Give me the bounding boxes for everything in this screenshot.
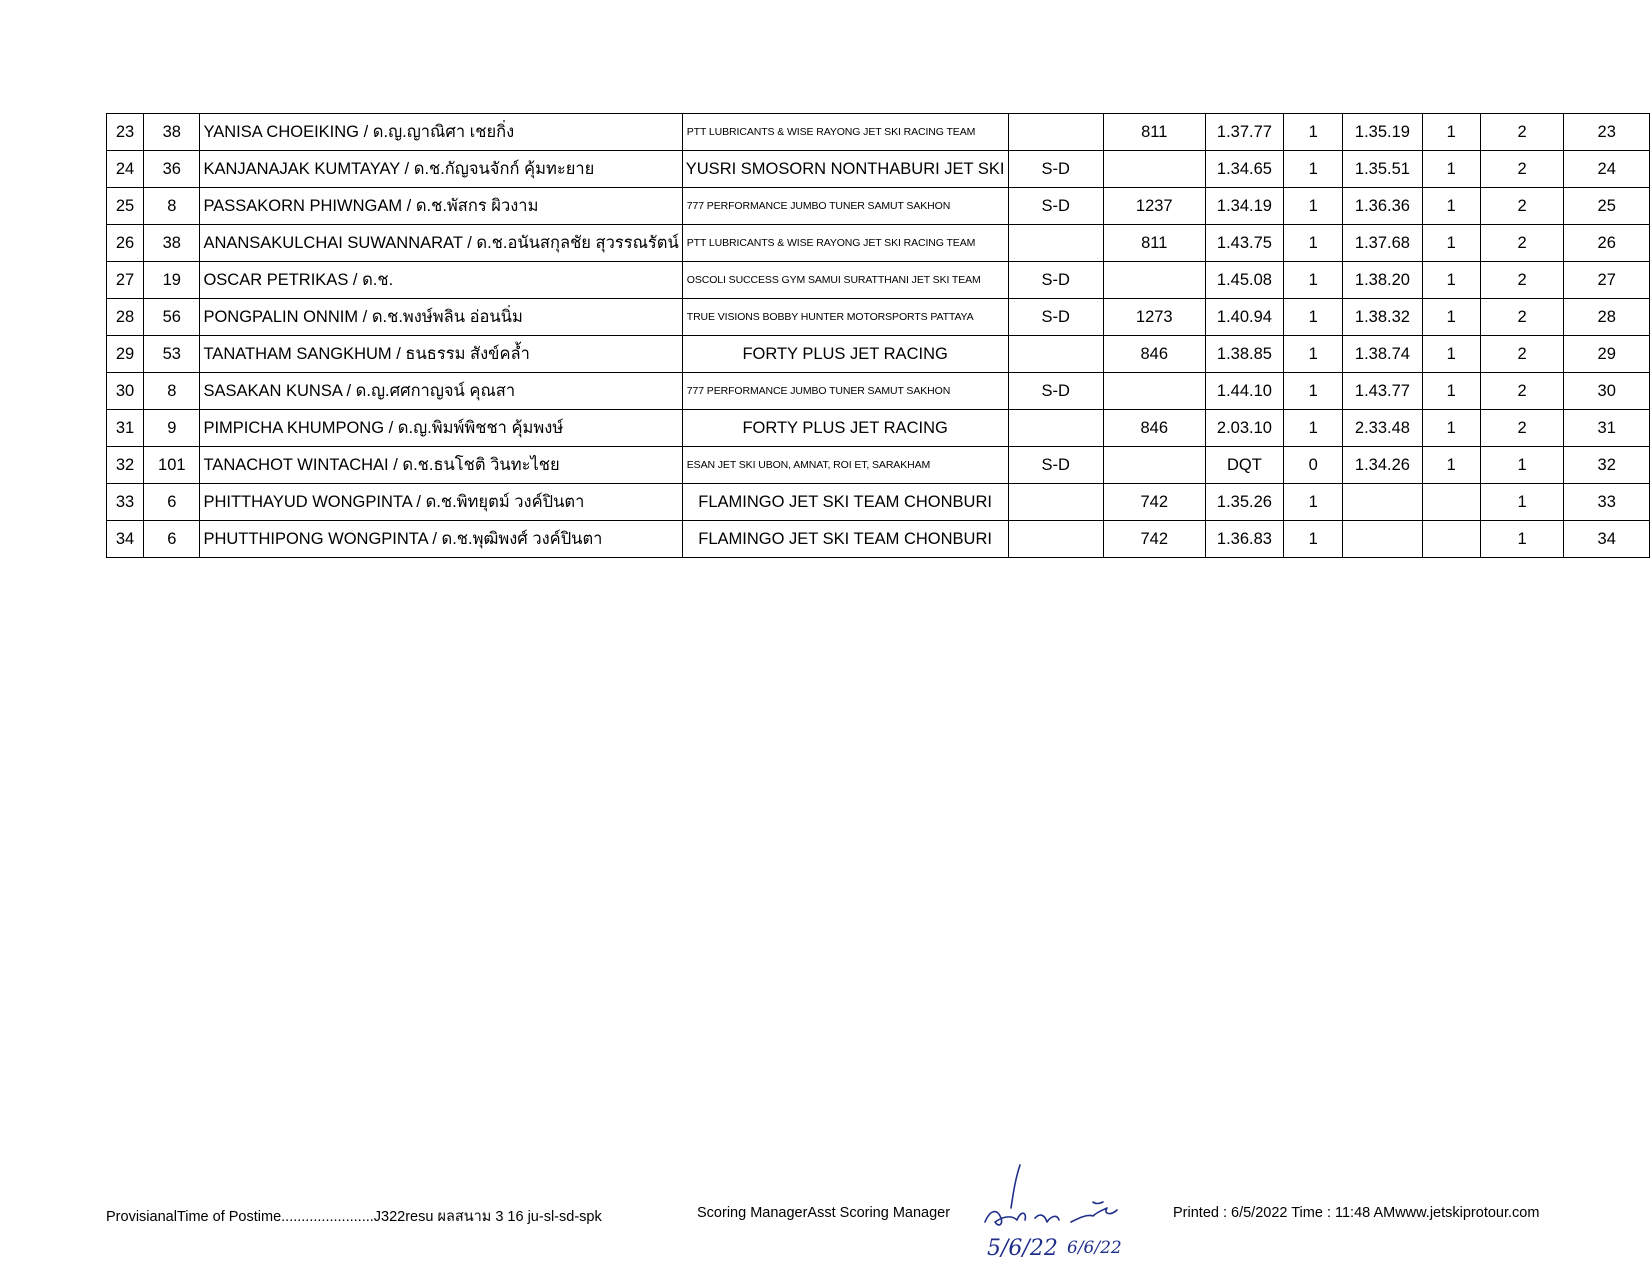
table-row [107, 336, 1650, 373]
cell-rider-number: 6 [144, 484, 200, 521]
cell-moto2-result: 1 [1422, 225, 1480, 262]
cell-total: 2 [1480, 188, 1564, 225]
cell-class: S-D [1008, 373, 1103, 410]
cell-class: S-D [1008, 151, 1103, 188]
cell-position: 31 [107, 410, 144, 447]
table-row [107, 521, 1650, 558]
cell-final-position: 29 [1564, 336, 1650, 373]
cell-rider-number: 36 [144, 151, 200, 188]
cell-team: YUSRI SMOSORN NONTHABURI JET SKI [682, 151, 1008, 188]
cell-rider-number: 8 [144, 188, 200, 225]
cell-moto2-time: 1.36.36 [1343, 188, 1423, 225]
cell-rider-number: 53 [144, 336, 200, 373]
cell-moto1-result: 0 [1284, 447, 1343, 484]
cell-moto1-result: 1 [1284, 521, 1343, 558]
cell-moto1-result: 1 [1284, 225, 1343, 262]
cell-moto2-time: 1.38.20 [1343, 262, 1423, 299]
cell-total: 2 [1480, 225, 1564, 262]
table-row [107, 373, 1650, 410]
cell-final-position: 31 [1564, 410, 1650, 447]
cell-team: PTT LUBRICANTS & WISE RAYONG JET SKI RACING TEAM [682, 114, 1008, 151]
cell-rider-name: PHUTTHIPONG WONGPINTA / ด.ช.พุฒิพงศ์ วงค์ปินตา [200, 521, 682, 558]
cell-moto2-result: 1 [1422, 336, 1480, 373]
cell-moto1-result: 1 [1284, 114, 1343, 151]
cell-total: 1 [1480, 447, 1564, 484]
cell-license-number [1103, 447, 1205, 484]
results-table [106, 113, 1650, 558]
signature-date-right: 6/6/22 [1067, 1238, 1122, 1258]
cell-position: 27 [107, 262, 144, 299]
cell-rider-name: PIMPICHA KHUMPONG / ด.ญ.พิมพ์พิชชา คุ้มพงษ์ [200, 410, 682, 447]
cell-moto1-result: 1 [1284, 151, 1343, 188]
cell-moto1-time: DQT [1205, 447, 1284, 484]
cell-class [1008, 114, 1103, 151]
cell-rider-number: 6 [144, 521, 200, 558]
cell-final-position: 30 [1564, 373, 1650, 410]
footer-printed-info: Printed : 6/5/2022 Time : 11:48 AMwww.jetskiprotour.com [1173, 1205, 1540, 1221]
cell-moto1-result: 1 [1284, 188, 1343, 225]
cell-rider-name: KANJANAJAK KUMTAYAY / ด.ช.กัญจนจักก์ คุ้มทะยาย [200, 151, 682, 188]
cell-license-number: 1237 [1103, 188, 1205, 225]
cell-rider-name: TANATHAM SANGKHUM / ธนธรรม สังข์คล้ำ [200, 336, 682, 373]
cell-moto1-time: 1.43.75 [1205, 225, 1284, 262]
table-row [107, 447, 1650, 484]
cell-moto2-time: 1.34.26 [1343, 447, 1423, 484]
cell-total: 2 [1480, 410, 1564, 447]
cell-team: FLAMINGO JET SKI TEAM CHONBURI [682, 521, 1008, 558]
cell-final-position: 28 [1564, 299, 1650, 336]
cell-team: FORTY PLUS JET RACING [682, 336, 1008, 373]
table-row [107, 188, 1650, 225]
cell-license-number: 1273 [1103, 299, 1205, 336]
cell-license-number: 742 [1103, 484, 1205, 521]
cell-total: 2 [1480, 151, 1564, 188]
cell-moto1-time: 1.34.65 [1205, 151, 1284, 188]
cell-class [1008, 410, 1103, 447]
cell-class: S-D [1008, 447, 1103, 484]
cell-moto1-time: 1.36.83 [1205, 521, 1284, 558]
cell-position: 29 [107, 336, 144, 373]
cell-moto1-time: 1.35.26 [1205, 484, 1284, 521]
cell-final-position: 32 [1564, 447, 1650, 484]
cell-rider-name: PHITTHAYUD WONGPINTA / ด.ช.พิทยุตม์ วงค์ปินตา [200, 484, 682, 521]
table-row [107, 299, 1650, 336]
cell-class [1008, 521, 1103, 558]
cell-final-position: 34 [1564, 521, 1650, 558]
cell-moto1-time: 2.03.10 [1205, 410, 1284, 447]
cell-rider-name: TANACHOT WINTACHAI / ด.ช.ธนโชติ วินทะไชย [200, 447, 682, 484]
cell-total: 2 [1480, 299, 1564, 336]
cell-team: OSCOLI SUCCESS GYM SAMUI SURATTHANI JET SKI TEAM [682, 262, 1008, 299]
cell-position: 32 [107, 447, 144, 484]
cell-moto1-result: 1 [1284, 336, 1343, 373]
cell-moto2-time [1343, 484, 1423, 521]
cell-total: 1 [1480, 521, 1564, 558]
cell-moto2-result: 1 [1422, 299, 1480, 336]
cell-license-number: 811 [1103, 114, 1205, 151]
cell-final-position: 27 [1564, 262, 1650, 299]
cell-moto1-time: 1.34.19 [1205, 188, 1284, 225]
cell-moto2-result [1422, 484, 1480, 521]
cell-team: 777 PERFORMANCE JUMBO TUNER SAMUT SAKHON [682, 373, 1008, 410]
cell-total: 1 [1480, 484, 1564, 521]
cell-final-position: 26 [1564, 225, 1650, 262]
cell-class [1008, 484, 1103, 521]
cell-position: 34 [107, 521, 144, 558]
cell-team: FORTY PLUS JET RACING [682, 410, 1008, 447]
cell-rider-name: OSCAR PETRIKAS / ด.ช. [200, 262, 682, 299]
cell-moto2-result: 1 [1422, 188, 1480, 225]
cell-rider-number: 38 [144, 225, 200, 262]
cell-final-position: 23 [1564, 114, 1650, 151]
cell-total: 2 [1480, 114, 1564, 151]
cell-total: 2 [1480, 373, 1564, 410]
cell-position: 25 [107, 188, 144, 225]
table-row [107, 484, 1650, 521]
cell-team: FLAMINGO JET SKI TEAM CHONBURI [682, 484, 1008, 521]
cell-position: 33 [107, 484, 144, 521]
cell-moto2-result: 1 [1422, 410, 1480, 447]
cell-rider-name: YANISA CHOEIKING / ด.ญ.ญาณิศา เชยกิ่ง [200, 114, 682, 151]
cell-license-number: 811 [1103, 225, 1205, 262]
cell-total: 2 [1480, 262, 1564, 299]
cell-moto2-time: 1.35.51 [1343, 151, 1423, 188]
cell-license-number: 846 [1103, 410, 1205, 447]
cell-rider-name: PONGPALIN ONNIM / ด.ช.พงษ์พลิน อ่อนนิ่ม [200, 299, 682, 336]
cell-moto1-time: 1.45.08 [1205, 262, 1284, 299]
cell-rider-number: 9 [144, 410, 200, 447]
footer-scoring-managers: Scoring ManagerAsst Scoring Manager [697, 1205, 951, 1221]
signature-date-left: 5/6/22 [987, 1236, 1058, 1261]
cell-team: TRUE VISIONS BOBBY HUNTER MOTORSPORTS PATTAYA [682, 299, 1008, 336]
cell-rider-name: PASSAKORN PHIWNGAM / ด.ช.พัสกร ผิวงาม [200, 188, 682, 225]
cell-position: 28 [107, 299, 144, 336]
cell-team: ESAN JET SKI UBON, AMNAT, ROI ET, SARAKHAM [682, 447, 1008, 484]
cell-moto2-result [1422, 521, 1480, 558]
cell-moto2-time: 1.37.68 [1343, 225, 1423, 262]
cell-moto2-time: 1.43.77 [1343, 373, 1423, 410]
cell-moto1-result: 1 [1284, 262, 1343, 299]
cell-rider-name: ANANSAKULCHAI SUWANNARAT / ด.ช.อนันสกุลชัย สุวรรณรัตน์ [200, 225, 682, 262]
cell-rider-name: SASAKAN KUNSA / ด.ญ.ศศกาญจน์ คุณสา [200, 373, 682, 410]
cell-moto2-result: 1 [1422, 447, 1480, 484]
cell-moto2-time: 1.35.19 [1343, 114, 1423, 151]
cell-license-number [1103, 151, 1205, 188]
table-row [107, 262, 1650, 299]
cell-rider-number: 38 [144, 114, 200, 151]
cell-final-position: 25 [1564, 188, 1650, 225]
cell-team: PTT LUBRICANTS & WISE RAYONG JET SKI RACING TEAM [682, 225, 1008, 262]
results-table-body [107, 114, 1650, 558]
table-row [107, 410, 1650, 447]
table-row [107, 114, 1650, 151]
cell-moto2-result: 1 [1422, 373, 1480, 410]
cell-license-number: 846 [1103, 336, 1205, 373]
cell-rider-number: 101 [144, 447, 200, 484]
cell-moto1-time: 1.37.77 [1205, 114, 1284, 151]
cell-class: S-D [1008, 262, 1103, 299]
cell-class [1008, 336, 1103, 373]
cell-position: 24 [107, 151, 144, 188]
cell-moto2-time: 1.38.32 [1343, 299, 1423, 336]
cell-moto1-result: 1 [1284, 410, 1343, 447]
cell-final-position: 24 [1564, 151, 1650, 188]
cell-license-number [1103, 262, 1205, 299]
cell-moto2-time: 2.33.48 [1343, 410, 1423, 447]
cell-position: 30 [107, 373, 144, 410]
footer-file-info: ProvisianalTime of Postime.......................J322resu ผลสนาม 3 16 ju-sl-sd-spk [106, 1209, 602, 1225]
cell-moto2-result: 1 [1422, 262, 1480, 299]
cell-moto2-time: 1.38.74 [1343, 336, 1423, 373]
cell-rider-number: 56 [144, 299, 200, 336]
cell-position: 26 [107, 225, 144, 262]
cell-license-number: 742 [1103, 521, 1205, 558]
cell-class: S-D [1008, 188, 1103, 225]
cell-class: S-D [1008, 299, 1103, 336]
cell-moto1-result: 1 [1284, 484, 1343, 521]
cell-position: 23 [107, 114, 144, 151]
cell-license-number [1103, 373, 1205, 410]
table-row [107, 151, 1650, 188]
cell-moto1-time: 1.44.10 [1205, 373, 1284, 410]
table-row [107, 225, 1650, 262]
cell-moto2-time [1343, 521, 1423, 558]
cell-moto1-time: 1.40.94 [1205, 299, 1284, 336]
cell-moto1-result: 1 [1284, 299, 1343, 336]
cell-moto2-result: 1 [1422, 151, 1480, 188]
cell-rider-number: 8 [144, 373, 200, 410]
cell-moto2-result: 1 [1422, 114, 1480, 151]
cell-total: 2 [1480, 336, 1564, 373]
cell-moto1-result: 1 [1284, 373, 1343, 410]
cell-rider-number: 19 [144, 262, 200, 299]
cell-final-position: 33 [1564, 484, 1650, 521]
cell-team: 777 PERFORMANCE JUMBO TUNER SAMUT SAKHON [682, 188, 1008, 225]
cell-class [1008, 225, 1103, 262]
cell-moto1-time: 1.38.85 [1205, 336, 1284, 373]
handwritten-signature [975, 1160, 1135, 1265]
